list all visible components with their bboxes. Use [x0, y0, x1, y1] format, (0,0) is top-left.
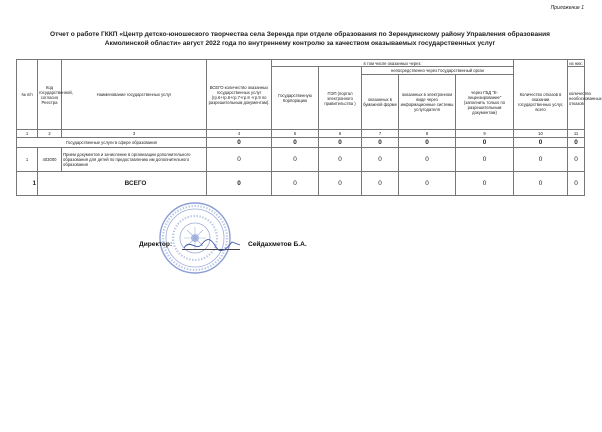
report-title-line1: Отчет о работе ГККП «Центр детско-юношеского творчества села Зеренда при отделе образования по Зерендинскому району Управления образования	[49, 31, 551, 38]
colnum: 8	[399, 130, 456, 138]
director-name: Сейдахметов Б.А.	[248, 241, 307, 248]
colnum: 5	[272, 130, 319, 138]
header-corp: Государственную Корпорацию	[272, 67, 319, 130]
header-direct: непосредственно через Государственный орган	[362, 67, 514, 75]
total-value: 0	[456, 172, 514, 196]
header-refusals-top	[514, 60, 568, 75]
header-electronic: оказанных в электронном виде через информационные системы услугодателя	[399, 75, 456, 130]
report-title-line2: Акмолинской области» август 2022 года по внутреннему контролю за качеством оказываемых государственных услуг	[104, 40, 496, 47]
total-value: 0	[399, 172, 456, 196]
row-value: 0	[362, 148, 399, 172]
total-row	[17, 172, 585, 196]
row-value: 0	[568, 148, 585, 172]
section-row	[17, 138, 585, 148]
row-value: 0	[514, 148, 568, 172]
row-value: 0	[272, 148, 319, 172]
header-code: Код государственной, согласно Реестра	[38, 60, 62, 130]
header-name: Наименование государственных услуг	[62, 60, 207, 130]
section-value: 0	[207, 138, 272, 148]
row-service-name: Прием документов и зачисление в организации дополнительного образования для детей по предоставлению им дополнительного образования	[62, 148, 207, 172]
header-refusals: Количество отказов в оказании государственных услуг, всего	[514, 75, 568, 130]
section-value: 0	[568, 138, 585, 148]
report-table	[16, 59, 602, 196]
total-number: 1	[17, 172, 38, 196]
total-label: ВСЕГО	[38, 172, 207, 196]
section-value: 0	[399, 138, 456, 148]
header-incl: в том числе оказанных через:	[272, 60, 514, 67]
colnum: 11	[568, 130, 585, 138]
row-number: 1	[17, 148, 38, 172]
report-title	[20, 30, 580, 48]
section-label: Государственные услуги в сфере образования	[17, 138, 207, 148]
colnum: 9	[456, 130, 514, 138]
total-value: 0	[514, 172, 568, 196]
row-code: 403000	[38, 148, 62, 172]
colnum: 7	[362, 130, 399, 138]
colnum: 10	[514, 130, 568, 138]
table-row	[17, 148, 585, 172]
row-value: 0	[207, 148, 272, 172]
header-egov: ПЭП (портал электронного правительства )	[319, 67, 362, 130]
row-value: 0	[319, 148, 362, 172]
total-value: 0	[207, 172, 272, 196]
colnum: 6	[319, 130, 362, 138]
row-value: 0	[456, 148, 514, 172]
total-value: 0	[272, 172, 319, 196]
header-unfounded: количество необоснованных отказов	[568, 67, 585, 130]
section-value: 0	[514, 138, 568, 148]
colnum-row	[17, 130, 585, 138]
colnum: 3	[62, 130, 207, 138]
section-value: 0	[456, 138, 514, 148]
header-paper: оказанных в бумажной форме	[362, 75, 399, 130]
appendix-label: Приложение 1	[550, 5, 584, 11]
total-value: 0	[319, 172, 362, 196]
header-total: ВСЕГО количество оказанных государственных услуг (гр.6+гр.6+гр.7+гр.8 +гр.9 по разрешительным документам).	[207, 60, 272, 130]
header-np: № п/п	[17, 60, 38, 130]
section-value: 0	[272, 138, 319, 148]
signature-icon	[182, 236, 242, 254]
total-value: 0	[362, 172, 399, 196]
director-role: Директор:	[139, 241, 173, 248]
header-gbd: через ГБД "Е-лицензирование" (заполнить только по разрешительным документам)	[456, 75, 514, 130]
header-from-them: из них:	[569, 60, 583, 66]
section-value: 0	[362, 138, 399, 148]
row-value: 0	[399, 148, 456, 172]
total-value: 0	[568, 172, 585, 196]
colnum: 4	[207, 130, 272, 138]
section-value: 0	[319, 138, 362, 148]
colnum: 1	[17, 130, 38, 138]
colnum: 2	[38, 130, 62, 138]
